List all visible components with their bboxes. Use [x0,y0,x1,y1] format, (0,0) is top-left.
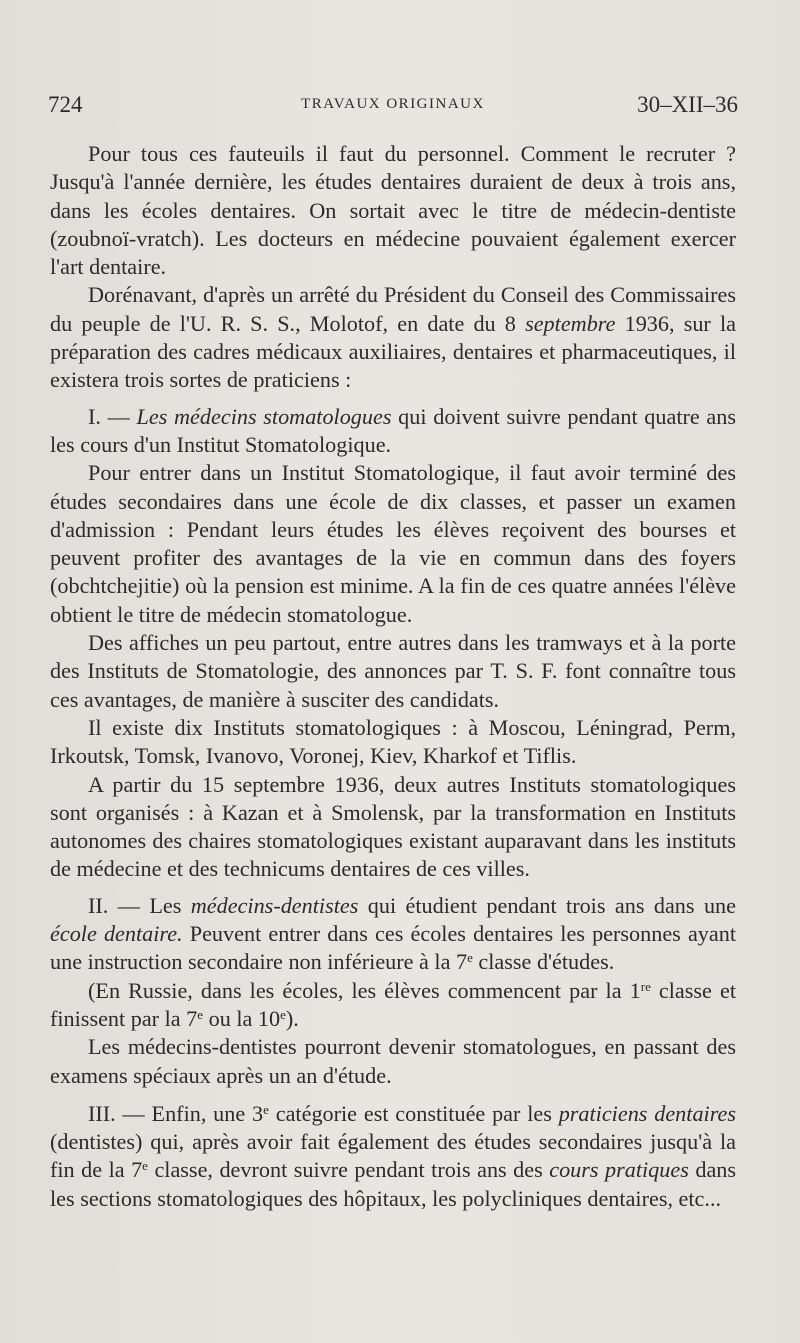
paragraph: I. — Les médecins stomatologues qui doivent suivre pendant quatre ans les cours d'un Institut Stomatologique. [50,403,737,457]
paragraph: Il existe dix Instituts stomatologiques : à Moscou, Léningrad, Perm, Irkoutsk, Tomsk, Ivanovo, Voronej, Kiev, Kharkof et Tiflis. [50,714,736,769]
paragraph: A partir du 15 septembre 1936, deux autres Instituts stomatologiques sont organisés : à Kazan et à Smolensk, par la transformation en Instituts autonomes des chaires stomatologiques existant auparavant dans les instituts de médecine et des technicums dentaires de ces villes. [50,771,736,882]
paragraph: III. — Enfin, une 3e catégorie est constituée par les praticiens dentaires (dentistes) qui, après avoir fait également des études secondaires jusqu'à la fin de la 7e classe, devront suivre pendant trois ans des cours pratiques dans les sections stomatologiques des hôpitaux, les polycliniques dentaires, etc... [50,1100,737,1211]
paragraph: II. — Les médecins-dentistes qui étudient pendant trois ans dans une école dentaire. Peuvent entrer dans ces écoles dentaires les personnes ayant une instruction secondaire non inférieure à la 7e classe d'études. [50,892,737,975]
paragraph: Pour entrer dans un Institut Stomatologique, il faut avoir terminé des études secondaires dans une école de dix classes, et passer un examen d'admission : Pendant leurs études les élèves reçoivent des bourses et peuvent profiter des avantages de la vie en commun dans des foyers (obchtchejitie) où la pension est minime. A la fin de ces quatre années l'élève obtient le titre de médecin stomatologue. [50,460,736,627]
paragraph: Pour tous ces fauteuils il faut du personnel. Comment le recruter ? Jusqu'à l'année dernière, les études dentaires duraient de deux à trois ans, dans les écoles dentaires. On sortait avec le titre de médecin-dentiste (zoubnoï-vratch). Les docteurs en médecine pouvaient également exercer l'art dentaire. [50,141,736,280]
paragraph: (En Russie, dans les écoles, les élèves commencent par la 1re classe et finissent par la 7e ou la 10e). [50,977,736,1031]
paragraph: Des affiches un peu partout, entre autres dans les tramways et à la porte des Instituts de Stomatologie, des annonces par T. S. F. font connaître tous ces avantages, de manière à susciter des candidats. [50,630,736,712]
paragraph: Dorénavant, d'après un arrêté du Président du Conseil des Commissaires du peuple de l'U. R. S. S., Molotof, en date du 8 septembre 1936, sur la préparation des cadres médicaux auxiliaires, dentaires et pharmaceutiques, il existera trois sortes de praticiens : [50,282,736,393]
paragraph: Les médecins-dentistes pourront devenir stomatologues, en passant des examens spéciaux après un an d'étude. [50,1034,736,1088]
issue-date: 30–XII–36 [637,92,738,117]
running-head [48,92,738,122]
running-title: TRAVAUX ORIGINAUX [301,96,485,112]
body-text [50,140,736,1213]
page-number: 724 [48,92,83,117]
